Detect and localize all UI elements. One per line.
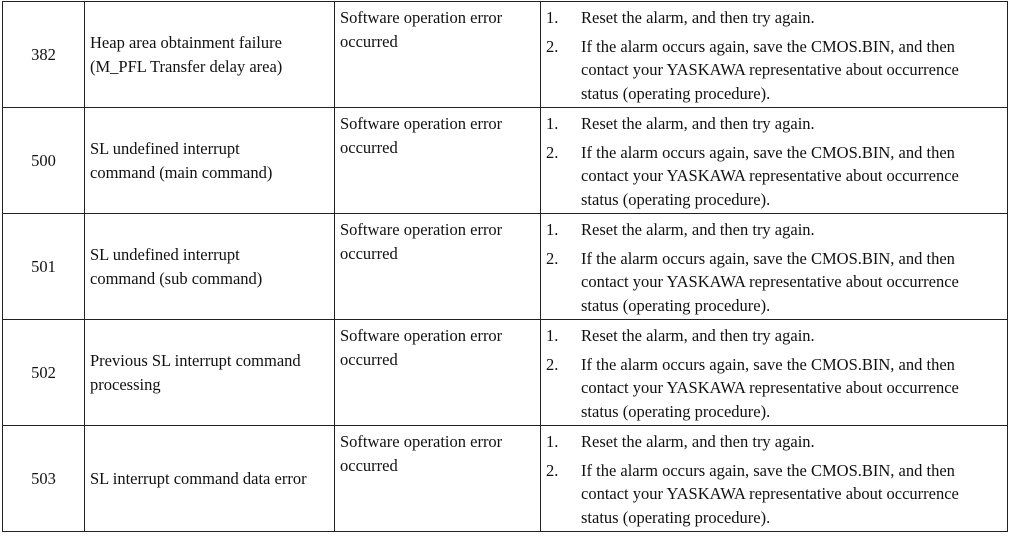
alarm-name-cell <box>85 108 335 214</box>
alarm-cause-cell <box>335 2 541 108</box>
alarm-code-cell <box>3 2 85 108</box>
remedy-step <box>541 324 999 348</box>
alarm-remedy-cell <box>541 2 1008 108</box>
remedy-step-number: 1. <box>546 220 559 239</box>
remedy-step <box>541 459 999 530</box>
remedy-step-line: status (operating procedure). <box>581 401 771 421</box>
remedy-step-number: 1. <box>546 432 559 451</box>
remedy-step-line: status (operating procedure). <box>581 189 771 209</box>
remedy-step-text <box>581 459 999 530</box>
remedy-step-line: status (operating procedure). <box>581 295 771 315</box>
remedy-step-number: 2. <box>546 460 559 480</box>
alarm-cause-line: Software operation error <box>340 220 503 239</box>
alarm-name-line: SL undefined interrupt <box>90 245 240 264</box>
remedy-step-line: status (operating procedure). <box>581 83 771 103</box>
remedy-step-number: 1. <box>546 326 559 345</box>
alarm-remedy-cell <box>541 108 1008 214</box>
remedy-step-text <box>581 353 999 424</box>
remedy-step-line: status (operating procedure). <box>581 507 771 527</box>
alarm-cause-line: occurred <box>340 243 398 263</box>
remedy-step-line: contact your YASKAWA representative about occurrence <box>581 60 959 79</box>
remedy-step-line: If the alarm occurs again, save the CMOS.BIN, and then <box>581 460 955 480</box>
alarm-cause-line: occurred <box>340 31 398 51</box>
alarm-remedy-cell <box>541 214 1008 320</box>
alarm-remedy-cell <box>541 426 1008 532</box>
alarm-cause-line: occurred <box>340 455 398 475</box>
table-row <box>3 108 1008 214</box>
remedy-step-text <box>581 6 999 30</box>
alarm-code-cell <box>3 214 85 320</box>
alarm-name-line: command (sub command) <box>90 268 263 288</box>
alarm-cause-line: Software operation error <box>340 114 503 133</box>
alarm-name-line: command (main command) <box>90 162 273 182</box>
remedy-step-line: contact your YASKAWA representative about occurrence <box>581 272 959 291</box>
remedy-step <box>541 112 999 136</box>
alarm-code-cell <box>3 320 85 426</box>
remedy-step <box>541 430 999 454</box>
remedy-step-number: 2. <box>546 36 559 56</box>
alarm-remedy-cell <box>541 320 1008 426</box>
remedy-step <box>541 141 999 212</box>
alarm-cause-line: occurred <box>340 137 398 157</box>
remedy-step-line: If the alarm occurs again, save the CMOS.BIN, and then <box>581 36 955 56</box>
remedy-step-text <box>581 112 999 136</box>
alarm-name-cell <box>85 426 335 532</box>
alarm-name-line: processing <box>90 374 161 394</box>
remedy-step-number: 1. <box>546 8 559 27</box>
alarm-code: 503 <box>31 468 56 488</box>
remedy-step-text <box>581 247 999 318</box>
alarm-name-line: SL interrupt command data error <box>90 468 307 488</box>
remedy-step-line: If the alarm occurs again, save the CMOS.BIN, and then <box>581 142 955 162</box>
remedy-step-line: contact your YASKAWA representative about occurrence <box>581 166 959 185</box>
remedy-step <box>541 353 999 424</box>
remedy-step-line: Reset the alarm, and then try again. <box>581 114 815 133</box>
remedy-step-number: 1. <box>546 114 559 133</box>
remedy-step-line: contact your YASKAWA representative about occurrence <box>581 378 959 397</box>
alarm-table <box>2 1 1008 532</box>
alarm-name-line: Heap area obtainment failure <box>90 33 282 52</box>
alarm-code-cell <box>3 426 85 532</box>
remedy-step <box>541 218 999 242</box>
remedy-step-text <box>581 430 999 454</box>
alarm-name-cell <box>85 214 335 320</box>
alarm-cause-line: Software operation error <box>340 432 503 451</box>
alarm-code: 500 <box>31 150 56 170</box>
remedy-step-text <box>581 141 999 212</box>
alarm-code: 501 <box>31 256 56 276</box>
alarm-table-body <box>3 2 1008 532</box>
table-row <box>3 214 1008 320</box>
alarm-cause-cell <box>335 426 541 532</box>
alarm-name-cell <box>85 2 335 108</box>
alarm-cause-cell <box>335 320 541 426</box>
remedy-step-line: Reset the alarm, and then try again. <box>581 8 815 27</box>
table-row <box>3 426 1008 532</box>
alarm-code: 502 <box>31 362 56 382</box>
remedy-step-number: 2. <box>546 354 559 374</box>
remedy-step-text <box>581 218 999 242</box>
alarm-cause-line: Software operation error <box>340 326 503 345</box>
alarm-name-cell <box>85 320 335 426</box>
remedy-step-text <box>581 35 999 106</box>
alarm-cause-line: Software operation error <box>340 8 503 27</box>
table-row <box>3 2 1008 108</box>
alarm-code: 382 <box>31 44 56 64</box>
remedy-step-line: contact your YASKAWA representative about occurrence <box>581 484 959 503</box>
alarm-table-wrapper <box>2 1 1008 532</box>
remedy-step <box>541 35 999 106</box>
remedy-step-line: Reset the alarm, and then try again. <box>581 326 815 345</box>
alarm-cause-cell <box>335 214 541 320</box>
alarm-name-line: SL undefined interrupt <box>90 139 240 158</box>
alarm-name-line: (M_PFL Transfer delay area) <box>90 56 283 76</box>
alarm-cause-line: occurred <box>340 349 398 369</box>
remedy-step <box>541 6 999 30</box>
remedy-step-number: 2. <box>546 248 559 268</box>
alarm-name-line: Previous SL interrupt command <box>90 351 301 370</box>
remedy-step-line: If the alarm occurs again, save the CMOS.BIN, and then <box>581 248 955 268</box>
remedy-step <box>541 247 999 318</box>
alarm-cause-cell <box>335 108 541 214</box>
remedy-step-line: Reset the alarm, and then try again. <box>581 432 815 451</box>
remedy-step-line: If the alarm occurs again, save the CMOS.BIN, and then <box>581 354 955 374</box>
alarm-code-cell <box>3 108 85 214</box>
remedy-step-text <box>581 324 999 348</box>
remedy-step-number: 2. <box>546 142 559 162</box>
remedy-step-line: Reset the alarm, and then try again. <box>581 220 815 239</box>
table-row <box>3 320 1008 426</box>
